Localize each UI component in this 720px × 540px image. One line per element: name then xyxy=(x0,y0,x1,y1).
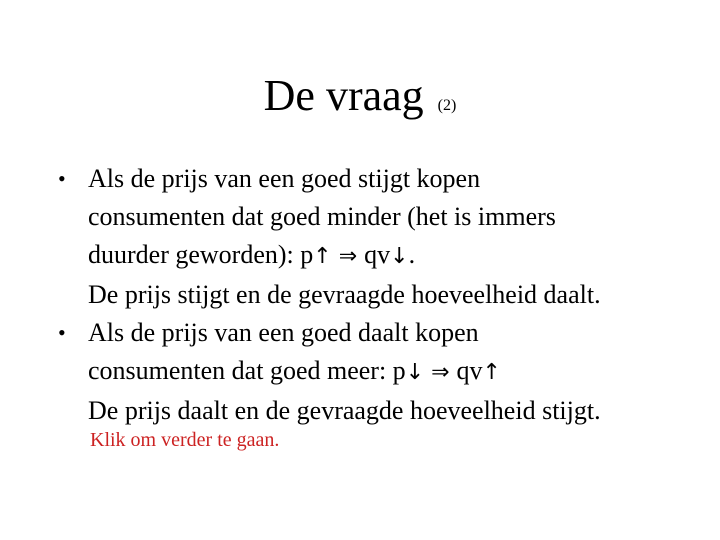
bullet-1-line-1: Als de prijs van een goed stijgt kopen xyxy=(88,164,481,193)
bullet-marker: • xyxy=(58,320,66,345)
arrow-up-icon: ↑ xyxy=(313,244,332,269)
bullet-marker: • xyxy=(58,166,66,191)
bullet-1-formula xyxy=(88,236,698,276)
next-slide-link[interactable]: Klik om verder te gaan. xyxy=(90,429,280,451)
slide-title xyxy=(0,68,720,134)
formula-prefix: consumenten dat goed meer: p xyxy=(88,356,406,385)
arrow-down-icon: ↓ xyxy=(405,360,425,385)
arrow-down-icon: ↓ xyxy=(390,244,409,269)
bullet-2-conclusion: De prijs daalt en de gevraagde hoeveelheid stijgt. xyxy=(88,396,601,425)
implies-icon: ⇒ xyxy=(424,360,457,385)
bullet-2-formula xyxy=(88,352,698,392)
title-text: De vraag xyxy=(263,71,424,120)
arrow-up-icon: ↑ xyxy=(482,360,501,385)
formula-prefix: duurder geworden): p xyxy=(88,240,314,269)
implies-icon: ⇒ xyxy=(331,244,365,269)
bullet-item-1 xyxy=(58,160,698,314)
bullet-item-2 xyxy=(58,314,698,430)
slide-body xyxy=(58,160,698,430)
formula-mid: qv xyxy=(364,240,391,269)
formula-suffix: . xyxy=(408,240,416,269)
bullet-2-line-1: Als de prijs van een goed daalt kopen xyxy=(88,318,479,347)
bullet-1-line-2: consumenten dat goed minder (het is immers xyxy=(88,202,556,231)
bullet-1-conclusion: De prijs stijgt en de gevraagde hoeveelheid daalt. xyxy=(88,280,601,309)
title-suffix: (2) xyxy=(437,97,457,114)
formula-mid: qv xyxy=(456,356,483,385)
